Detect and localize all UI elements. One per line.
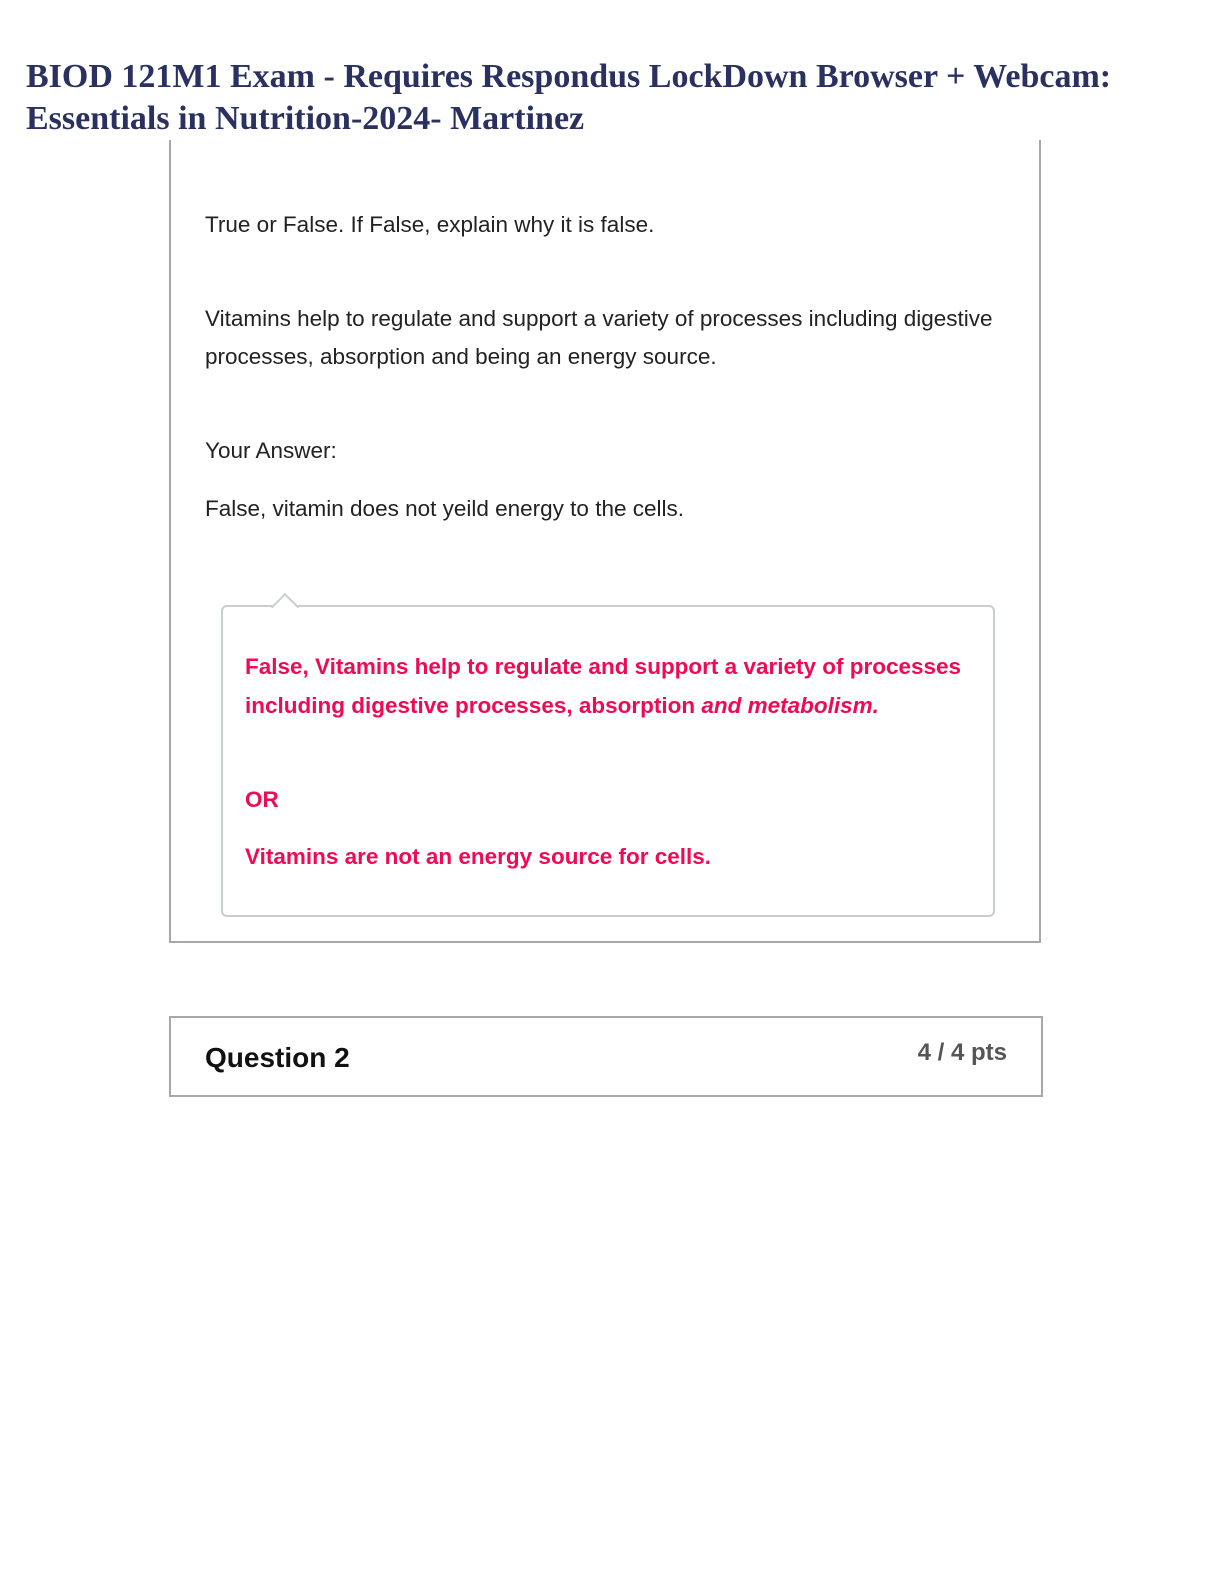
question-1-card (169, 140, 1041, 943)
feedback-comment-box (221, 605, 995, 917)
question-2-title: Question 2 (205, 1042, 350, 1073)
feedback-or-label: OR (245, 787, 279, 812)
feedback-pointer-icon (271, 593, 299, 621)
feedback-alternative-text: Vitamins are not an energy source for cells. (245, 844, 712, 869)
feedback-main-prefix: False, Vitamins help to regulate and support a variety of processes including digestive processes, absorption (245, 654, 962, 718)
feedback-main-italic: and metabolism. (701, 693, 879, 718)
question-statement: Vitamins help to regulate and support a variety of processes including digestive processes, absorption and being an energy source. (205, 306, 993, 369)
question-2-header (169, 1016, 1043, 1097)
question-2-points: 4 / 4 pts (917, 1039, 1007, 1066)
feedback-main-text (245, 647, 965, 725)
question-instructions: True or False. If False, explain why it is false. (205, 212, 655, 237)
document-title: BIOD 121M1 Exam - Requires Respondus LockDown Browser + Webcam: Essentials in Nutrition-2024- Martinez (26, 58, 1112, 137)
your-answer-text: False, vitamin does not yeild energy to the cells. (205, 496, 684, 521)
your-answer-label: Your Answer: (205, 438, 337, 463)
